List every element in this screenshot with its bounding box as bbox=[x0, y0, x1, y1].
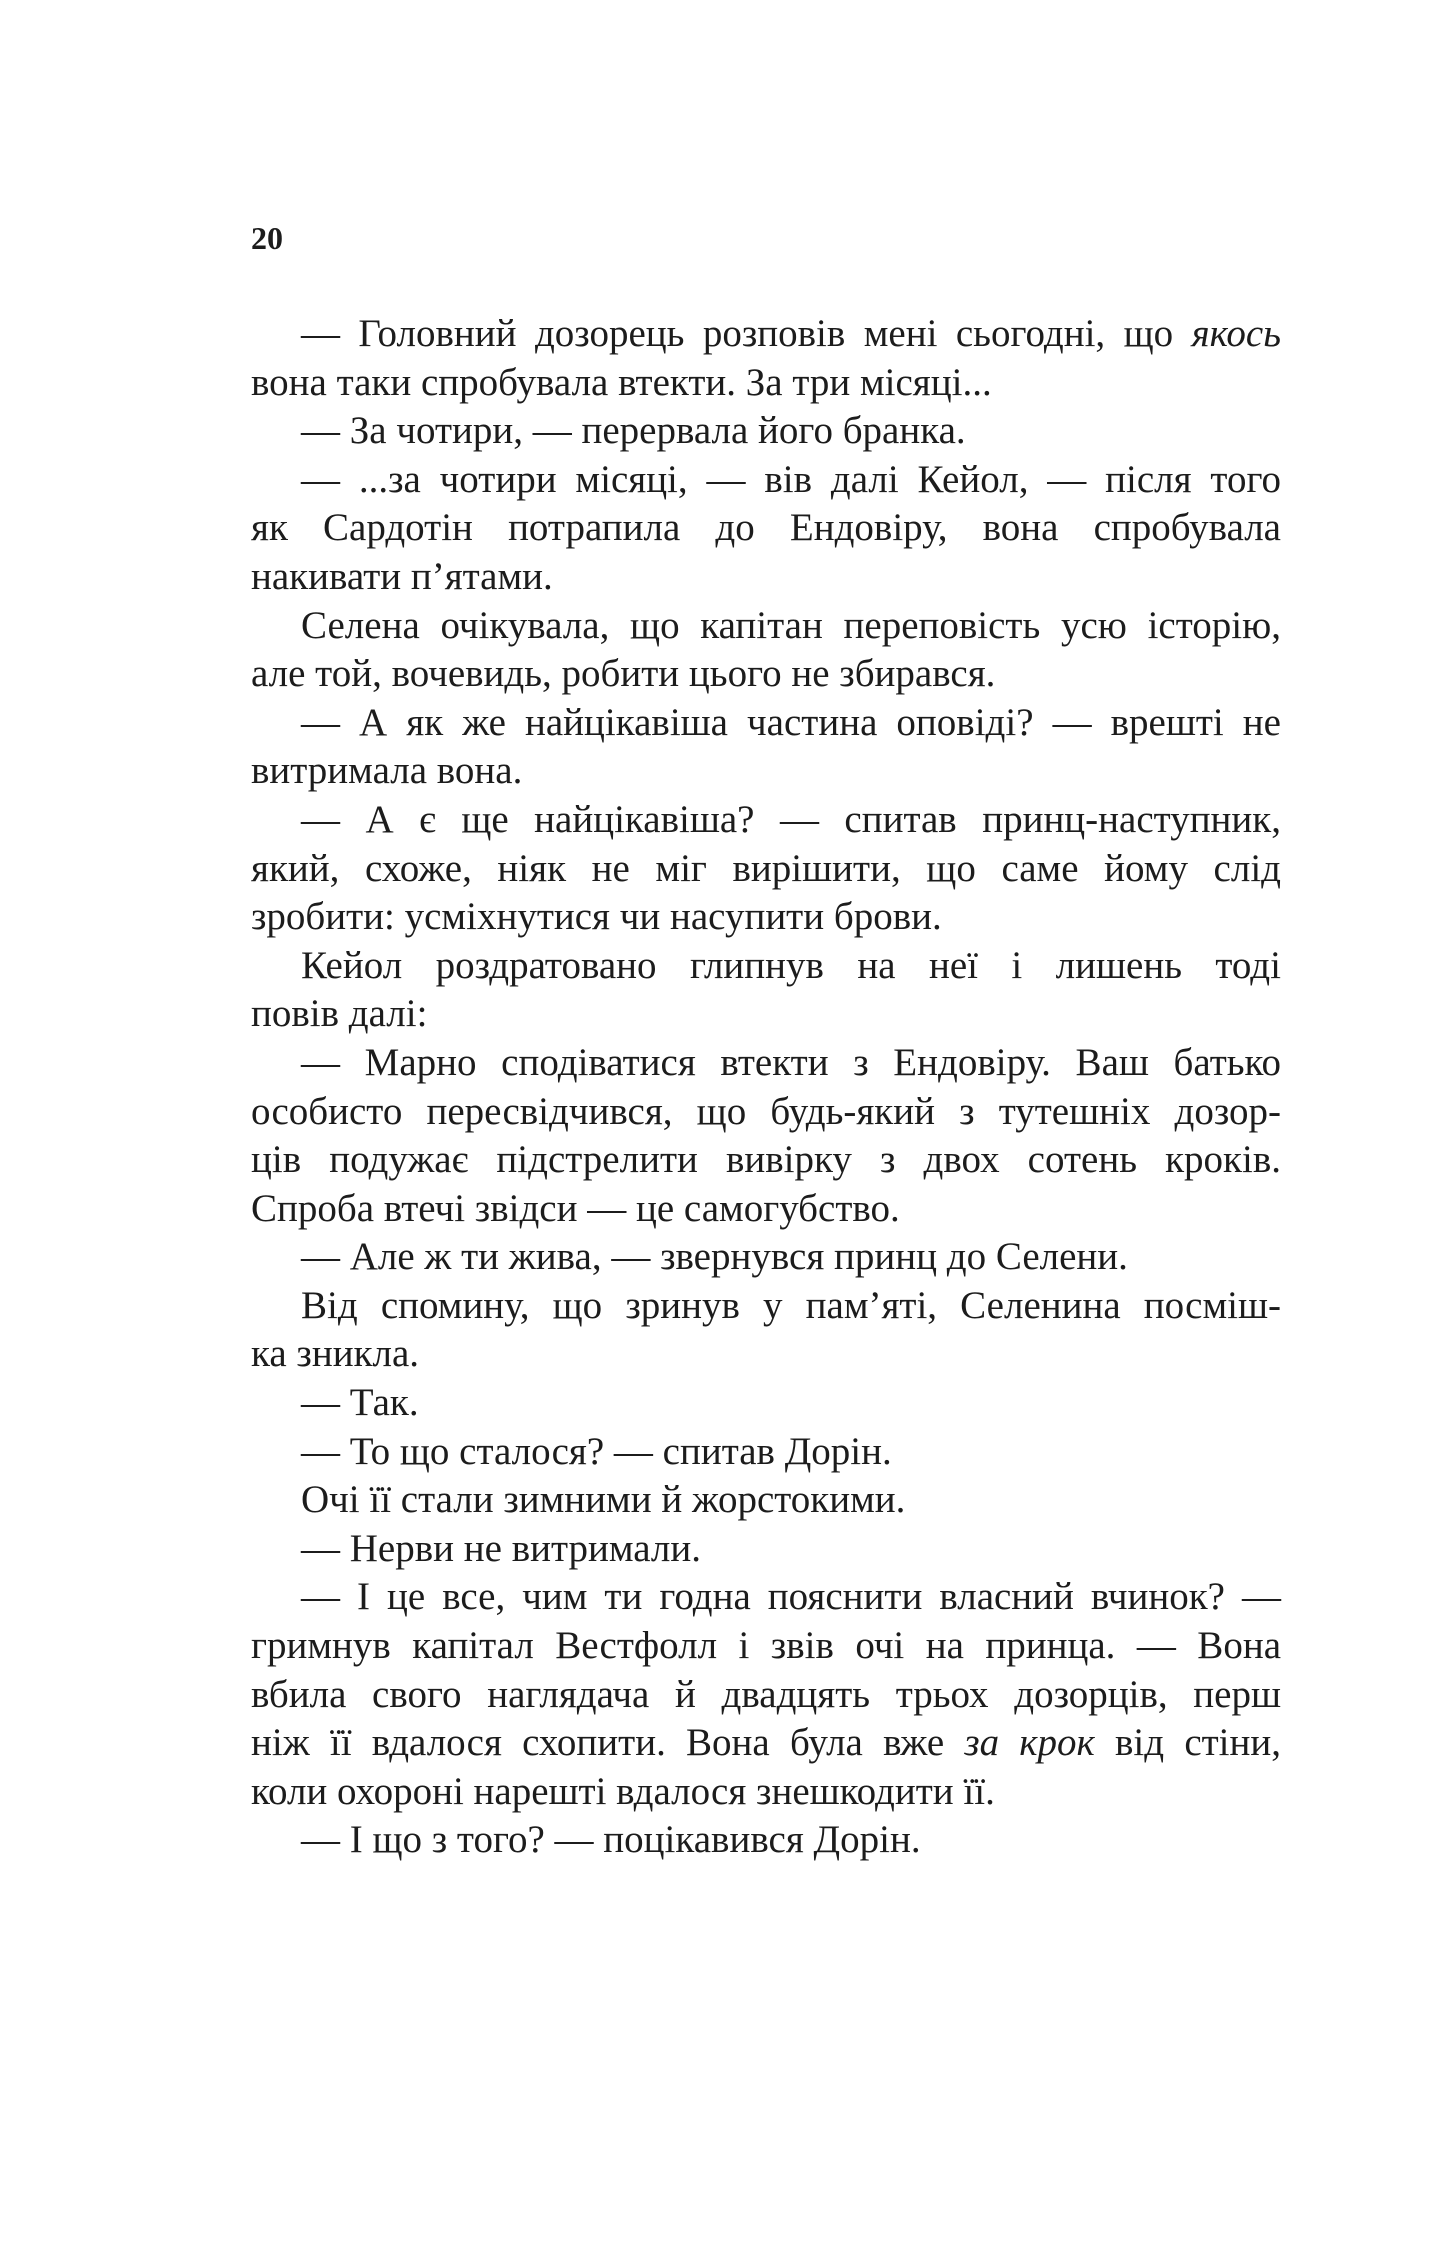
text-segment: — За чотири, — перервала його бранка. bbox=[301, 409, 966, 453]
text-line bbox=[251, 1428, 1281, 1477]
text-line bbox=[251, 1816, 1281, 1865]
text-line bbox=[251, 1088, 1281, 1137]
body-text bbox=[251, 310, 1281, 1865]
text-segment: — Марно сподіватися втекти з Ендовіру. Ваш батько bbox=[301, 1040, 1281, 1084]
text-line bbox=[251, 602, 1281, 651]
text-segment: Селена очікувала, що капітан переповість усю історію, bbox=[301, 603, 1281, 647]
text-segment: накивати п’ятами. bbox=[251, 554, 553, 598]
text-line bbox=[251, 990, 1281, 1039]
text-line bbox=[251, 1525, 1281, 1574]
text-segment: від стіни, bbox=[1094, 1721, 1282, 1765]
text-segment: ців подужає підстрелити вивірку з двох сотень кроків. bbox=[251, 1138, 1281, 1182]
text-segment: особисто пересвідчився, що будь-який з тутешніх дозор- bbox=[251, 1089, 1281, 1133]
text-line bbox=[251, 310, 1281, 359]
text-segment: який, схоже, ніяк не міг вирішити, що саме йому слід bbox=[251, 846, 1281, 890]
text-segment: але той, вочевидь, робити цього не збирався. bbox=[251, 652, 996, 696]
text-line bbox=[251, 699, 1281, 748]
text-line bbox=[251, 1671, 1281, 1720]
text-segment: ніж її вдалося схопити. Вона була вже bbox=[251, 1721, 965, 1765]
text-line bbox=[251, 942, 1281, 991]
text-segment: зробити: усміхнутися чи насупити брови. bbox=[251, 895, 942, 939]
text-line bbox=[251, 1719, 1281, 1768]
text-segment: — Головний дозорець розповів мені сьогодні, що bbox=[301, 312, 1192, 355]
text-line bbox=[251, 1233, 1281, 1282]
text-line bbox=[251, 650, 1281, 699]
text-line bbox=[251, 893, 1281, 942]
text-line bbox=[251, 1768, 1281, 1817]
text-line bbox=[251, 1330, 1281, 1379]
text-segment: — Нерви не витримали. bbox=[301, 1526, 702, 1570]
text-segment: — Так. bbox=[301, 1381, 419, 1425]
text-line bbox=[251, 796, 1281, 845]
text-segment: Кейол роздратовано глипнув на неї і лишень тоді bbox=[301, 943, 1281, 987]
text-segment: вбила свого наглядача й двадцять трьох дозорців, перш bbox=[251, 1672, 1281, 1716]
text-line bbox=[251, 845, 1281, 894]
text-segment: Спроба втечі звідси — це самогубство. bbox=[251, 1186, 900, 1230]
text-segment: Від спомину, що зринув у пам’яті, Селенина посміш- bbox=[301, 1283, 1281, 1327]
text-segment: — ...за чотири місяці, — вів далі Кейол, — після того bbox=[301, 457, 1281, 501]
text-segment: гримнув капітал Вестфолл і звів очі на принца. — Вона bbox=[251, 1624, 1281, 1668]
text-line bbox=[251, 1185, 1281, 1234]
text-segment: — То що сталося? — спитав Дорін. bbox=[301, 1429, 892, 1473]
text-segment: ка зникла. bbox=[251, 1332, 420, 1376]
text-segment: повів далі: bbox=[251, 992, 428, 1036]
text-segment: — І що з того? — поцікавився Дорін. bbox=[301, 1818, 921, 1862]
text-segment: — А як же найцікавіша частина оповіді? — врешті не bbox=[301, 700, 1281, 744]
text-line bbox=[251, 1282, 1281, 1331]
text-line bbox=[251, 504, 1281, 553]
text-segment: вона таки спробувала втекти. За три місяці... bbox=[251, 360, 992, 404]
text-segment: коли охороні нарешті вдалося знешкодити її. bbox=[251, 1769, 995, 1813]
italic-text: за крок bbox=[964, 1721, 1095, 1765]
text-line bbox=[251, 1379, 1281, 1428]
page-number: 20 bbox=[251, 220, 283, 256]
text-line bbox=[251, 407, 1281, 456]
text-segment: Очі її стали зимними й жорстокими. bbox=[301, 1478, 906, 1522]
text-line bbox=[251, 1622, 1281, 1671]
text-line bbox=[251, 1476, 1281, 1525]
text-segment: — А є ще найцікавіша? — спитав принц-наступник, bbox=[301, 797, 1281, 841]
text-segment: витримала вона. bbox=[251, 749, 523, 793]
text-line bbox=[251, 747, 1281, 796]
text-line bbox=[251, 359, 1281, 408]
text-line bbox=[251, 456, 1281, 505]
text-segment: як Сардотін потрапила до Ендовіру, вона спробувала bbox=[251, 506, 1281, 550]
text-line bbox=[251, 553, 1281, 602]
text-segment: — І це все, чим ти годна пояснити власний вчинок? — bbox=[301, 1575, 1281, 1619]
text-line bbox=[251, 1573, 1281, 1622]
italic-text: якось bbox=[1191, 312, 1281, 355]
text-line bbox=[251, 1039, 1281, 1088]
text-segment: — Але ж ти жива, — звернувся принц до Селени. bbox=[301, 1235, 1128, 1279]
text-line bbox=[251, 1136, 1281, 1185]
